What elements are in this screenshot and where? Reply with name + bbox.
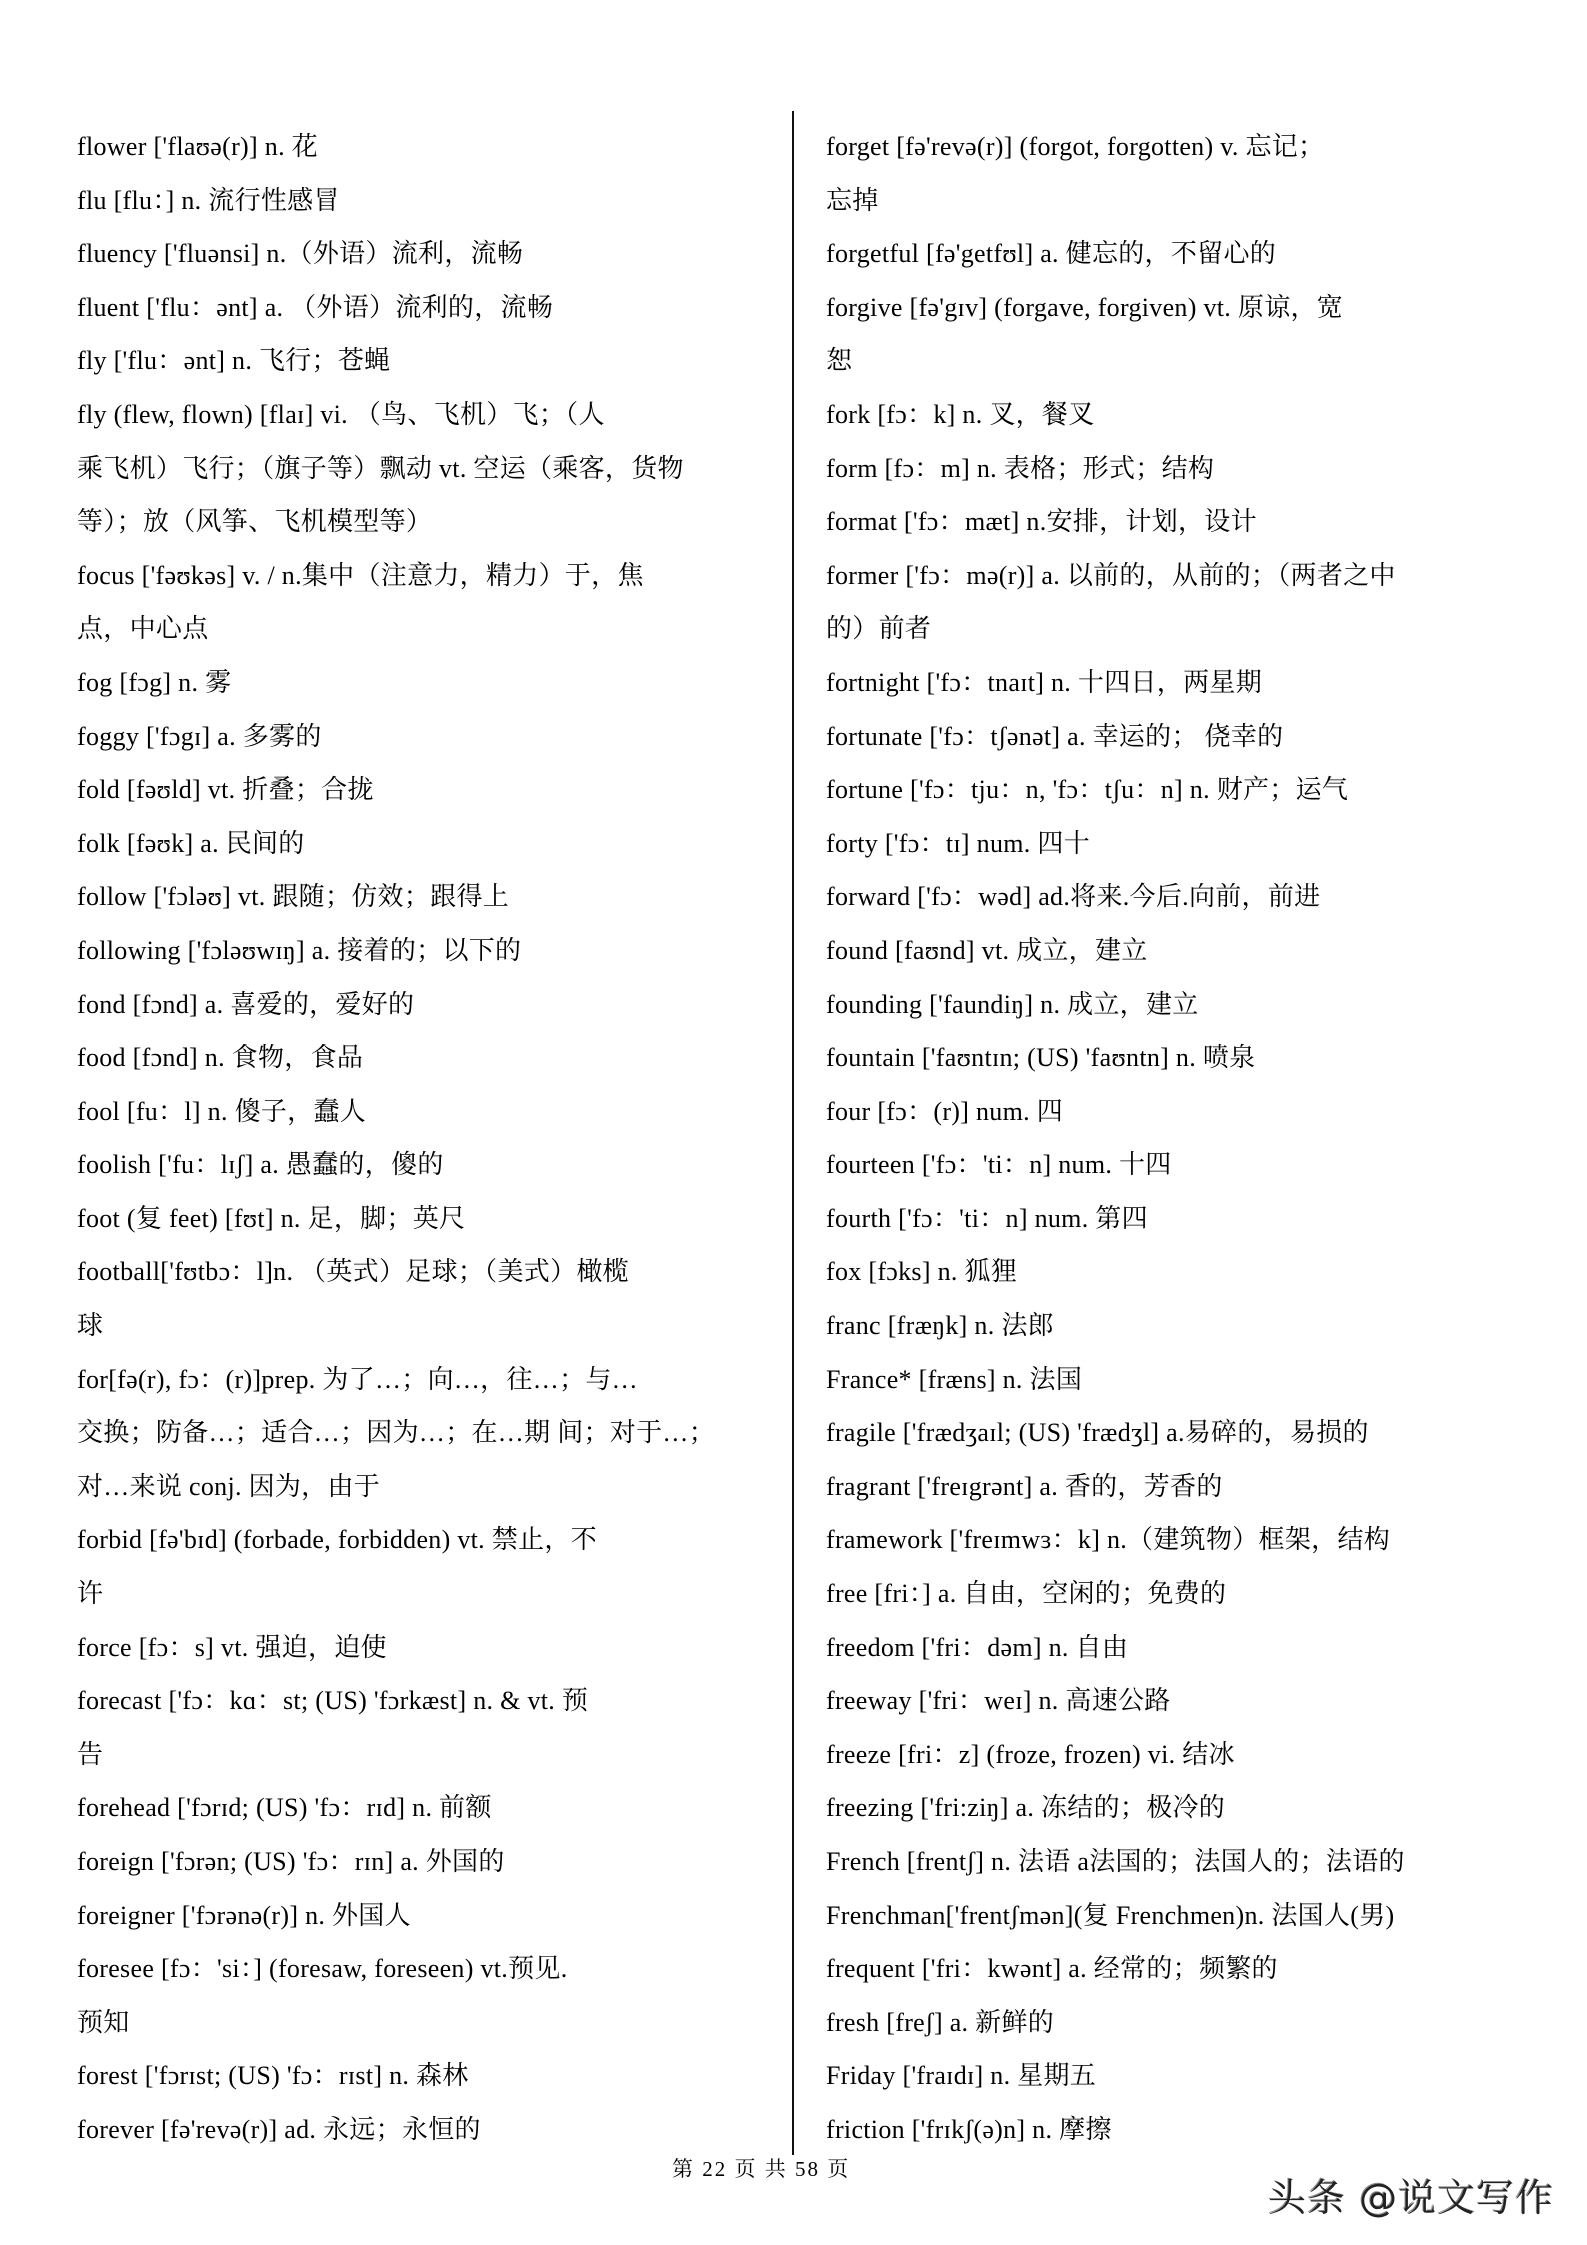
vocab-line: French [frentʃ] n. 法语 a法国的；法国人的；法语的: [826, 1847, 1405, 1876]
vocab-line: freeway ['fri：weɪ] n. 高速公路: [826, 1686, 1171, 1716]
vocab-line: forgetful [fə'getfʊl] a. 健忘的，不留心的: [826, 239, 1277, 269]
vocab-line: fountain ['faʊntɪn; (US) 'faʊntn] n. 喷泉: [826, 1043, 1256, 1073]
vocab-line: food [fɔnd] n. 食物，食品: [77, 1043, 364, 1073]
vocab-line: forgive [fə'gɪv] (forgave, forgiven) vt. 原谅，宽: [826, 292, 1344, 322]
vocab-line: fragile ['frædʒaɪl; (US) 'frædʒl] a.易碎的，易损的: [826, 1418, 1369, 1448]
vocab-line: freeze [fri：z] (froze, frozen) vi. 结冰: [826, 1739, 1235, 1769]
vocab-line: forehead ['fɔrɪd; (US) 'fɔ：rɪd] n. 前额: [77, 1793, 492, 1823]
vocab-line: France* [fræns] n. 法国: [826, 1364, 1083, 1394]
vocab-line: found [faʊnd] vt. 成立，建立: [826, 935, 1148, 965]
vocab-line: franc [fræŋk] n. 法郎: [826, 1311, 1054, 1341]
vocab-line: founding ['faundiŋ] n. 成立，建立: [826, 989, 1199, 1019]
vocab-line: form [fɔ：m] n. 表格；形式；结构: [826, 453, 1215, 483]
vocab-line: 许: [77, 1579, 104, 1609]
vocab-line: flower ['flaʊə(r)] n. 花: [77, 132, 318, 161]
vocab-line: fortune ['fɔ：tju：n, 'fɔ：tʃu：n] n. 财产；运气: [826, 775, 1349, 805]
vocab-line: freedom ['fri：dəm] n. 自由: [826, 1632, 1129, 1662]
vocab-line: fortunate ['fɔ：tʃənət] a. 幸运的； 侥幸的: [826, 721, 1284, 751]
vocab-line: friction ['frɪkʃ(ə)n] n. 摩擦: [826, 2114, 1112, 2144]
vocab-line: foot (复 feet) [fʊt] n. 足，脚；英尺: [77, 1203, 466, 1233]
vocab-line: foolish ['fu：lɪʃ] a. 愚蠢的，傻的: [77, 1150, 444, 1180]
vocab-line: 交换；防备…；适合…；因为…；在…期 间；对于…；: [77, 1418, 716, 1448]
vocab-line: fly (flew, flown) [flaɪ] vi. （鸟、飞机）飞；（人: [77, 399, 605, 429]
vocab-line: fly ['flu：ənt] n. 飞行；苍蝇: [77, 346, 391, 376]
vocab-line: format ['fɔ：mæt] n.安排，计划，设计: [826, 507, 1257, 537]
vocab-line: fork [fɔ：k] n. 叉，餐叉: [826, 399, 1095, 429]
vocab-line: 告: [77, 1739, 104, 1769]
vocab-line: 等）；放（风筝、飞机模型等）: [77, 507, 433, 537]
vocab-line: foreign ['fɔrən; (US) 'fɔ：rɪn] a. 外国的: [77, 1847, 505, 1876]
vocab-line: fourth ['fɔ：'ti：n] num. 第四: [826, 1203, 1148, 1233]
vocab-line: 对…来说 conj. 因为，由于: [77, 1471, 381, 1501]
vocab-line: frequent ['fri：kwənt] a. 经常的；频繁的: [826, 1954, 1278, 1984]
right-column: [826, 120, 1526, 2157]
vocab-line: former ['fɔ：mə(r)] a. 以前的，从前的；（两者之中: [826, 560, 1396, 590]
left-column: [77, 120, 777, 2157]
vocab-line: focus ['fəʊkəs] v. / n.集中（注意力，精力）于，焦: [77, 560, 644, 590]
vocab-line: folk [fəʊk] a. 民间的: [77, 828, 305, 858]
vocab-line: flu [flu：] n. 流行性感冒: [77, 185, 340, 215]
vocab-line: forty ['fɔ：tɪ] num. 四十: [826, 828, 1091, 858]
vocab-line: for[fə(r), fɔ：(r)]prep. 为了…；向…，往…；与…: [77, 1364, 638, 1394]
vocab-line: foreigner ['fɔrənə(r)] n. 外国人: [77, 1900, 411, 1930]
vocab-line: forget [fə'revə(r)] (forgot, forgotten) v. 忘记；: [826, 132, 1325, 161]
column-divider: [792, 111, 794, 2155]
vocab-line: forecast ['fɔ：kɑ：st; (US) 'fɔrkæst] n. & vt. 预: [77, 1686, 589, 1716]
vocab-line: foresee [fɔ：'si：] (foresaw, foreseen) vt.预见.: [77, 1954, 568, 1984]
vocab-line: 球: [77, 1311, 104, 1341]
vocab-line: force [fɔ：s] vt. 强迫，迫使: [77, 1632, 387, 1662]
vocab-line: 点，中心点: [77, 614, 209, 644]
vocab-line: fold [fəʊld] vt. 折叠；合拢: [77, 775, 374, 805]
vocab-line: 的）前者: [826, 614, 932, 644]
vocab-line: fog [fɔg] n. 雾: [77, 667, 232, 697]
vocab-line: freezing ['fri:ziŋ] a. 冻结的；极冷的: [826, 1793, 1226, 1823]
vocab-line: 恕: [826, 346, 853, 376]
vocab-line: foggy ['fɔgɪ] a. 多雾的: [77, 721, 322, 751]
vocab-line: fragrant ['freɪgrənt] a. 香的，芳香的: [826, 1471, 1223, 1501]
vocab-line: fond [fɔnd] a. 喜爱的，爱好的: [77, 989, 415, 1019]
vocab-line: forward ['fɔ：wəd] ad.将来.今后.向前，前进: [826, 882, 1321, 912]
vocab-line: follow ['fɔləʊ] vt. 跟随；仿效；跟得上: [77, 882, 510, 912]
vocab-line: Frenchman['frentʃmən](复 Frenchmen)n. 法国人(男): [826, 1900, 1395, 1930]
vocab-line: 忘掉: [826, 185, 879, 215]
vocab-line: fox [fɔks] n. 狐狸: [826, 1257, 1018, 1287]
vocab-line: four [fɔ：(r)] num. 四: [826, 1096, 1064, 1126]
vocab-line: fourteen ['fɔ：'ti：n] num. 十四: [826, 1150, 1172, 1180]
vocab-line: fluent ['flu：ənt] a. （外语）流利的，流畅: [77, 292, 554, 322]
watermark: 头条 @说文写作: [1268, 2176, 1555, 2220]
vocab-line: fool [fu：l] n. 傻子，蠢人: [77, 1096, 367, 1126]
vocab-line: following ['fɔləʊwɪŋ] a. 接着的；以下的: [77, 935, 522, 965]
vocab-line: forest ['fɔrɪst; (US) 'fɔ：rɪst] n. 森林: [77, 2061, 469, 2091]
vocab-line: 乘飞机）飞行；（旗子等）飘动 vt. 空运（乘客，货物: [77, 453, 684, 483]
page-number-footer: 第 22 页 共 58 页: [672, 2157, 851, 2181]
vocab-line: football['fʊtbɔ：l]n. （英式）足球；（美式）橄榄: [77, 1257, 629, 1287]
vocab-line: forever [fə'revə(r)] ad. 永远；永恒的: [77, 2114, 481, 2144]
vocab-line: fresh [freʃ] a. 新鲜的: [826, 2007, 1055, 2037]
vocab-line: free [fri：] a. 自由，空闲的；免费的: [826, 1579, 1227, 1609]
vocab-line: fluency ['fluənsi] n.（外语）流利，流畅: [77, 239, 524, 269]
vocab-line: forbid [fə'bɪd] (forbade, forbidden) vt. 禁止，不: [77, 1525, 597, 1555]
vocab-line: framework ['freɪmwɜ：k] n.（建筑物）框架，结构: [826, 1525, 1391, 1555]
vocab-line: Friday ['fraɪdɪ] n. 星期五: [826, 2061, 1097, 2091]
vocab-line: 预知: [77, 2007, 130, 2037]
vocab-line: fortnight ['fɔ：tnaɪt] n. 十四日，两星期: [826, 667, 1262, 697]
